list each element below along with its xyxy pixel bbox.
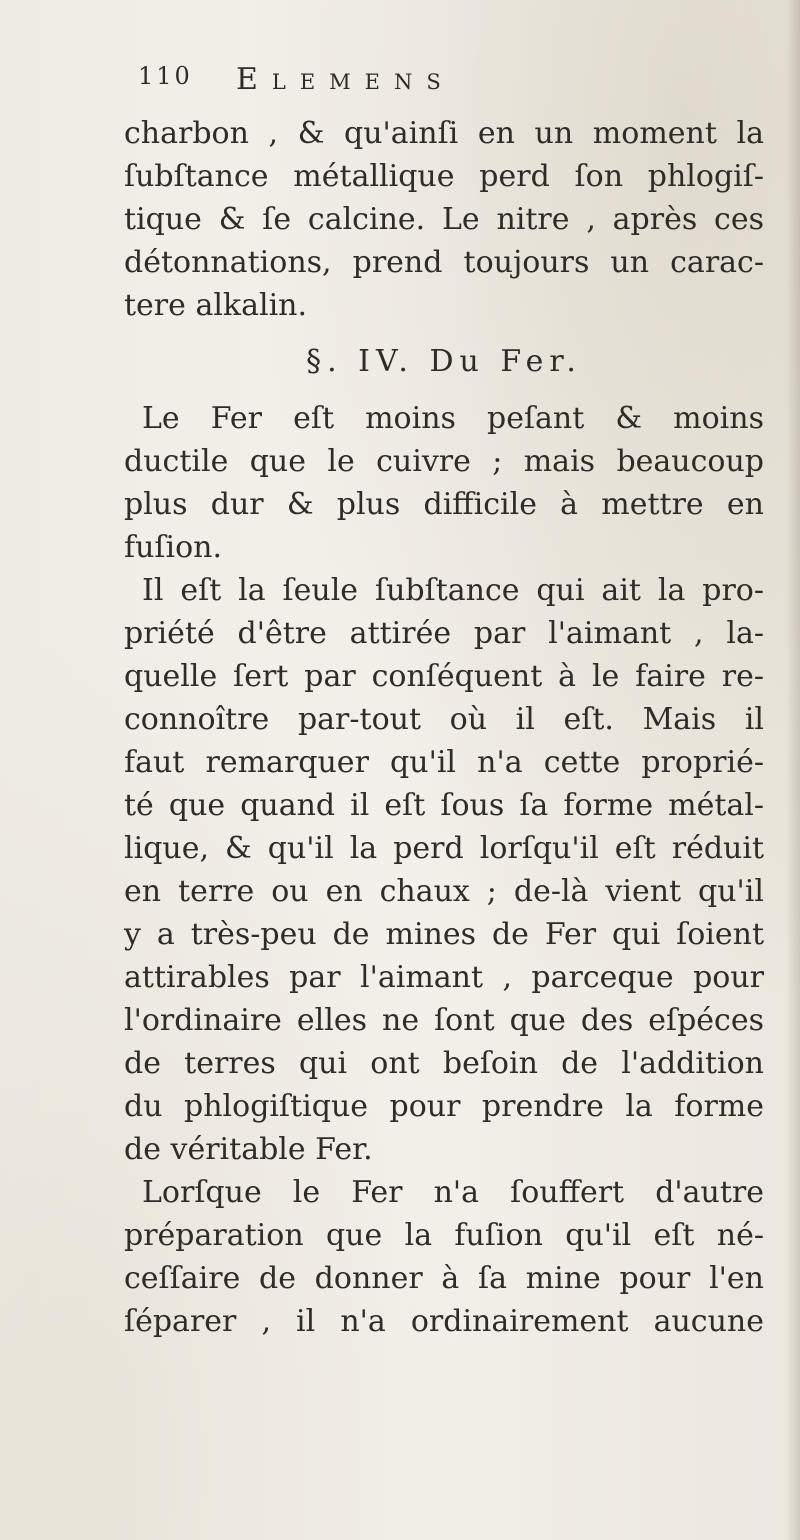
text-line: ſubſtance métallique perd ſon phlogiſ- <box>124 159 764 194</box>
text-line: détonnations, prend toujours un carac- <box>124 245 764 280</box>
page-edge-shadow <box>786 0 800 1540</box>
text-line: Le Fer eſt moins peſant & moins <box>142 401 764 436</box>
text-line: ſéparer , il n'a ordinairement aucune <box>124 1304 764 1339</box>
text-line: Lorſque le Fer n'a ſouffert d'autre <box>142 1175 764 1210</box>
text-line: fuſion. <box>124 530 223 565</box>
text-line: de véritable Fer. <box>124 1132 373 1167</box>
text-line: connoître par-tout où il eſt. Mais il <box>124 702 764 737</box>
text-line: priété d'être attirée par l'aimant , la- <box>124 616 764 651</box>
text-line: quelle ſert par conſéquent à le faire re- <box>124 659 764 694</box>
text-line: attirables par l'aimant , parceque pour <box>124 960 764 995</box>
text-line: lique, & qu'il la perd lorſqu'il eſt réduit <box>124 831 764 866</box>
text-body <box>124 112 764 1343</box>
text-line: plus dur & plus difficile à mettre en <box>124 487 764 522</box>
text-line: tique & ſe calcine. Le nitre , après ces <box>124 202 764 237</box>
section-heading: §. IV. Du Fer. <box>306 344 582 379</box>
page-header <box>138 62 738 102</box>
text-line: préparation que la fuſion qu'il eſt né- <box>124 1218 764 1253</box>
page-number: 110 <box>138 62 193 90</box>
text-line: du phlogiſtique pour prendre la forme <box>124 1089 764 1124</box>
text-line: charbon , & qu'ainſi en un moment la <box>124 116 764 151</box>
text-line: Il eſt la ſeule ſubſtance qui ait la pro- <box>142 573 764 608</box>
text-line: faut remarquer qu'il n'a cette proprié- <box>124 745 764 780</box>
text-line: ceſſaire de donner à ſa mine pour l'en <box>124 1261 764 1296</box>
text-line: de terres qui ont beſoin de l'addition <box>124 1046 764 1081</box>
text-line: ductile que le cuivre ; mais beaucoup <box>124 444 764 479</box>
running-title: Elemens <box>236 62 455 97</box>
text-line: l'ordinaire elles ne ſont que des eſpéces <box>124 1003 764 1038</box>
text-line: tere alkalin. <box>124 288 308 323</box>
text-line: y a très-peu de mines de Fer qui ſoient <box>124 917 764 952</box>
text-line: en terre ou en chaux ; de-là vient qu'il <box>124 874 764 909</box>
text-line: té que quand il eſt ſous ſa forme métal- <box>124 788 764 823</box>
